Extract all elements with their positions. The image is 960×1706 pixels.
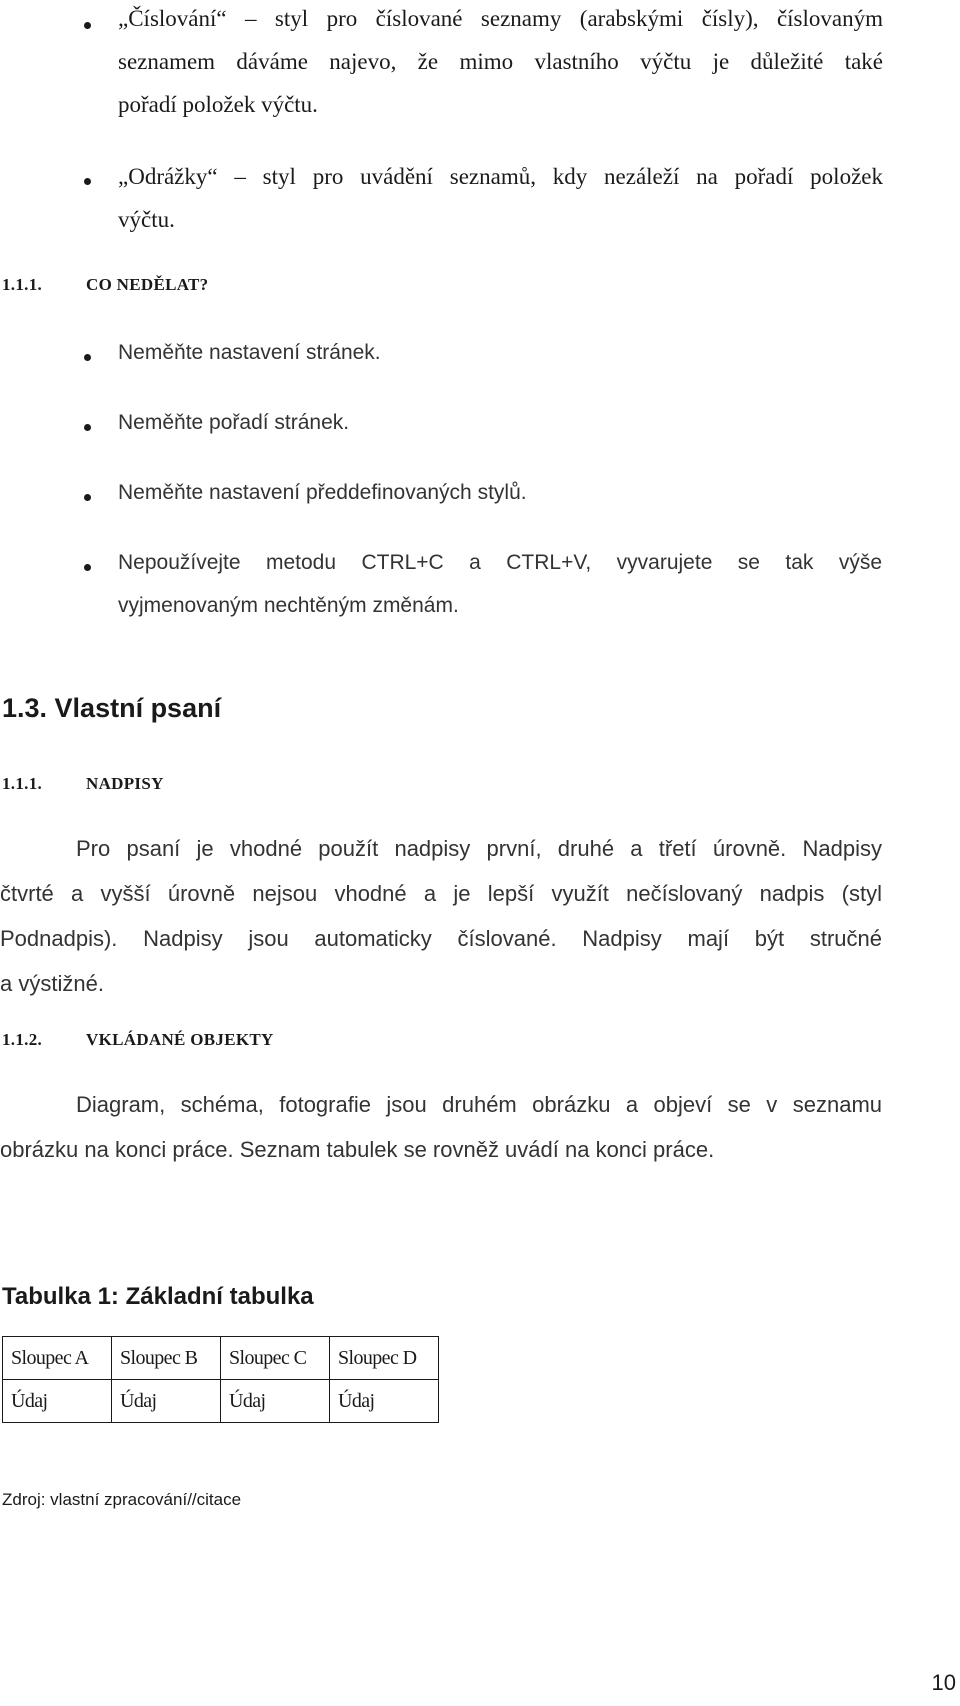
bullet-line: „Odrážky“ – styl pro uvádění seznamů, kdy nezáleží na pořadí položek (118, 164, 883, 189)
section-title: VKLÁDANÉ OBJEKTY (86, 1030, 274, 1049)
paragraph-line: čtvrté a vyšší úrovně nejsou vhodné a je lepší využít nečíslovaný nadpis (styl (0, 881, 882, 906)
paragraph-line: a výstižné. (0, 971, 104, 996)
bullet-line: „Číslování“ – styl pro číslované seznamy (arabskými čísly), číslovaným (118, 6, 883, 31)
bullet-line: vyjmenovaným nechtěným změnám. (118, 594, 459, 617)
paragraph-line: Pro psaní je vhodné použít nadpisy první, druhé a třetí úrovně. Nadpisy (76, 836, 882, 861)
paragraph-line: Podnadpis). Nadpisy jsou automaticky číslované. Nadpisy mají být stručné (0, 926, 882, 951)
bullet-icon (84, 178, 91, 185)
table-row (3, 1380, 439, 1423)
table-header-cell: Sloupec B (112, 1337, 221, 1380)
table-cell: Údaj (3, 1380, 112, 1423)
section-title: CO NEDĚLAT? (86, 275, 209, 294)
table-source: Zdroj: vlastní zpracování//citace (2, 1490, 242, 1509)
section-title: NADPISY (86, 774, 164, 793)
bullet-line: Neměňte nastavení stránek. (118, 341, 381, 364)
table-header-cell: Sloupec A (3, 1337, 112, 1380)
basic-table (2, 1336, 439, 1423)
table-cell: Údaj (330, 1380, 439, 1423)
table-header-cell: Sloupec C (221, 1337, 330, 1380)
bullet-line: Neměňte nastavení předdefinovaných stylů. (118, 481, 527, 504)
table-caption: Tabulka 1: Základní tabulka (2, 1283, 314, 1310)
bullet-line: Nepoužívejte metodu CTRL+C a CTRL+V, vyvarujete se tak výše (118, 551, 882, 574)
table-cell: Údaj (221, 1380, 330, 1423)
bullet-icon (84, 354, 91, 361)
table-header-cell: Sloupec D (330, 1337, 439, 1380)
paragraph-line: Diagram, schéma, fotografie jsou druhém obrázku a objeví se v seznamu (76, 1092, 882, 1117)
bullet-line: výčtu. (118, 207, 175, 232)
bullet-line: pořadí položek výčtu. (118, 92, 318, 117)
table-header-row (3, 1337, 439, 1380)
bullet-line: seznamem dáváme najevo, že mimo vlastního výčtu je důležité také (118, 49, 883, 74)
bullet-icon (84, 424, 91, 431)
section-heading-vkladane-objekty (2, 1030, 502, 1054)
paragraph-line: obrázku na konci práce. Seznam tabulek se rovněž uvádí na konci práce. (0, 1137, 715, 1162)
section-heading-co-nedelat (2, 275, 502, 299)
section-heading-vlastni-psani: 1.3. Vlastní psaní (2, 693, 222, 723)
table-cell: Údaj (112, 1380, 221, 1423)
bullet-icon (84, 564, 91, 571)
section-heading-nadpisy (2, 774, 502, 798)
bullet-line: Neměňte pořadí stránek. (118, 411, 350, 434)
bullet-icon (84, 22, 91, 29)
bullet-icon (84, 494, 91, 501)
section-number: 1.1.1. (2, 774, 43, 793)
section-number: 1.1.1. (2, 275, 43, 294)
page-number: 10 (931, 1670, 956, 1695)
section-number: 1.1.2. (2, 1030, 43, 1049)
